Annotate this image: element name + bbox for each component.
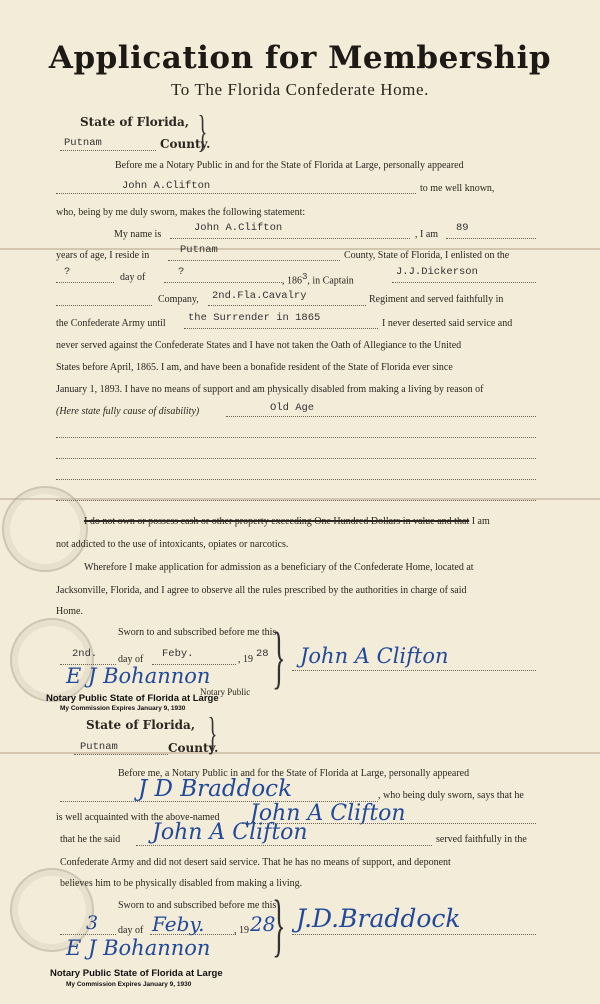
wherefore-line-3: Home. xyxy=(56,606,83,617)
affiant-final-signature: J.D.Braddock xyxy=(296,904,461,933)
acquainted-name-signature: John A Clifton xyxy=(250,801,406,826)
captain-line xyxy=(392,282,536,283)
captain-name: J.J.Dickerson xyxy=(396,266,478,278)
disability-line xyxy=(56,458,536,459)
disability-line xyxy=(56,479,536,480)
county-line xyxy=(74,754,168,755)
signature-line xyxy=(292,934,536,935)
notary-signature: E J Bohannon xyxy=(66,664,211,688)
enlist-month-line xyxy=(164,282,282,283)
i-am-label: , I am xyxy=(415,229,439,240)
enlist-month: ? xyxy=(178,266,185,278)
jurat1-sworn-text: Sworn to and subscribed before me this xyxy=(118,627,277,638)
jurat1-day: 2nd. xyxy=(72,648,98,660)
enlist-year-digit: 3 xyxy=(302,272,308,282)
jurat2-year-suffix: 28 xyxy=(250,912,276,936)
jurat1-year-prefix: , 19 xyxy=(238,654,253,665)
regiment-text: Regiment and served faithfully in xyxy=(369,294,504,305)
jurat2-month-line xyxy=(150,934,236,935)
state-label: State of Florida, xyxy=(86,718,195,732)
name-line xyxy=(170,238,410,239)
well-known-text: to me well known, xyxy=(420,183,495,194)
enlist-day: ? xyxy=(64,266,71,278)
disability-line xyxy=(226,416,536,417)
disability-label: (Here state fully cause of disability) xyxy=(56,406,200,417)
county-label: County. xyxy=(168,741,219,755)
duly-sworn-text: , who being duly sworn, says that he xyxy=(378,790,524,801)
jurat2-sworn-text: Sworn to and subscribed before me this xyxy=(118,900,277,911)
county-state-text: County, State of Florida, I enlisted on the xyxy=(344,250,510,261)
age-reside-text: years of age, I reside in xyxy=(56,250,150,261)
applicant-signature: John A Clifton xyxy=(300,644,449,668)
wherefore-line-1: Wherefore I make application for admission as a beneficiary of the Confederate Home, located at xyxy=(84,562,474,573)
affidavit-before-me: Before me, a Notary Public in and for the State of Florida at Large, personally appeared xyxy=(118,768,470,779)
statement-line-1: never served against the Confederate States and I have not taken the Oath of Allegiance to the United xyxy=(56,340,462,351)
year-prefix: , 186 xyxy=(282,275,302,287)
brace: } xyxy=(272,887,286,964)
jurat2-month: Feby. xyxy=(152,912,205,936)
jurat2-day-label: day of xyxy=(118,925,144,936)
said-name-signature: John A Clifton xyxy=(152,820,308,845)
army-until-text: the Confederate Army until xyxy=(56,318,166,329)
appeared-line xyxy=(56,193,416,194)
company-label: Company, xyxy=(158,294,199,305)
document-subtitle: To The Florida Confederate Home. xyxy=(171,80,429,99)
notary-stamp-name: Notary Public State of Florida at Large xyxy=(46,693,219,704)
said-line xyxy=(136,845,432,846)
brace: } xyxy=(207,709,218,758)
county-line xyxy=(60,150,156,151)
jurat2-year-prefix: , 19 xyxy=(234,925,249,936)
not-addicted-text: not addicted to the use of intoxicants, opiates or narcotics. xyxy=(56,539,289,550)
until-value: the Surrender in 1865 xyxy=(188,312,321,324)
residence-county: Putnam xyxy=(180,244,218,256)
regiment-line xyxy=(208,305,366,306)
signature-line xyxy=(292,670,536,671)
disability-line xyxy=(56,437,536,438)
age-value: 89 xyxy=(456,222,469,234)
sworn-text: who, being by me duly sworn, makes the following statement: xyxy=(56,207,306,218)
county-label: County. xyxy=(160,137,211,151)
embossed-seal xyxy=(10,618,94,702)
notary-public-label: Notary Public xyxy=(200,687,251,697)
never-deserted-text: I never deserted said service and xyxy=(382,318,513,329)
regiment-value: 2nd.Fla.Cavalry xyxy=(212,290,307,302)
jurat1-day-label: day of xyxy=(118,654,144,665)
company-line xyxy=(56,305,152,306)
age-line xyxy=(446,238,536,239)
notary-stamp-expiry: My Commission Expires January 9, 1930 xyxy=(60,705,186,712)
brace: } xyxy=(272,619,286,696)
my-name-label: My name is xyxy=(114,229,162,240)
notary-signature: E J Bohannon xyxy=(66,936,211,960)
served-text: served faithfully in the xyxy=(436,834,527,845)
reside-line xyxy=(168,260,340,261)
jurat2-day: 3 xyxy=(86,912,99,934)
wherefore-line-2: Jacksonville, Florida, and I agree to observe all the rules prescribed by the authorities in charge of said xyxy=(56,585,467,596)
cash-tail-text: I am xyxy=(471,516,490,527)
county-value: Putnam xyxy=(64,137,102,149)
affiant-signature: J D Braddock xyxy=(138,776,293,802)
acquainted-text: is well acquainted with the above-named xyxy=(56,812,220,823)
applicant-name: John A.Clifton xyxy=(194,222,283,234)
state-label: State of Florida, xyxy=(80,115,189,129)
document-title: Application for Membership xyxy=(48,40,552,76)
disability-value: Old Age xyxy=(270,402,315,414)
statement-line-2: States before April, 1865. I am, and have been a bonafide resident of the State of Florida ever since xyxy=(56,362,453,373)
appeared-name: John A.Clifton xyxy=(122,180,211,192)
statement-line-3: January 1, 1893. I have no means of support and am physically disabled from making a living by reason of xyxy=(56,384,484,395)
before-me-text: Before me a Notary Public in and for the State of Florida at Large, personally appeared xyxy=(115,160,464,171)
affidavit-line-2: Confederate Army and did not desert said service. That he has no means of support, and deponent xyxy=(60,857,451,868)
that-he-text: that he the said xyxy=(60,834,121,845)
enlist-day-line xyxy=(56,282,114,283)
notary-stamp-expiry: My Commission Expires January 9, 1930 xyxy=(66,981,192,988)
notary-stamp-name: Notary Public State of Florida at Large xyxy=(50,968,223,979)
jurat1-year-suffix: 28 xyxy=(256,648,269,660)
county-value: Putnam xyxy=(80,741,118,753)
jurat2-day-line xyxy=(60,934,116,935)
affidavit-line-3: believes him to be physically disabled from making a living. xyxy=(60,878,303,889)
in-captain-label: , in Captain xyxy=(307,275,354,287)
brace: } xyxy=(197,107,208,156)
embossed-seal xyxy=(2,486,88,572)
disability-line xyxy=(56,500,536,501)
until-line xyxy=(184,328,378,329)
struck-property-clause: I do not own or possess cash or other property exceeding One Hundred Dollars in value and that xyxy=(84,516,470,527)
day-of-label: day of xyxy=(120,272,146,283)
jurat1-month: Feby. xyxy=(162,648,194,660)
